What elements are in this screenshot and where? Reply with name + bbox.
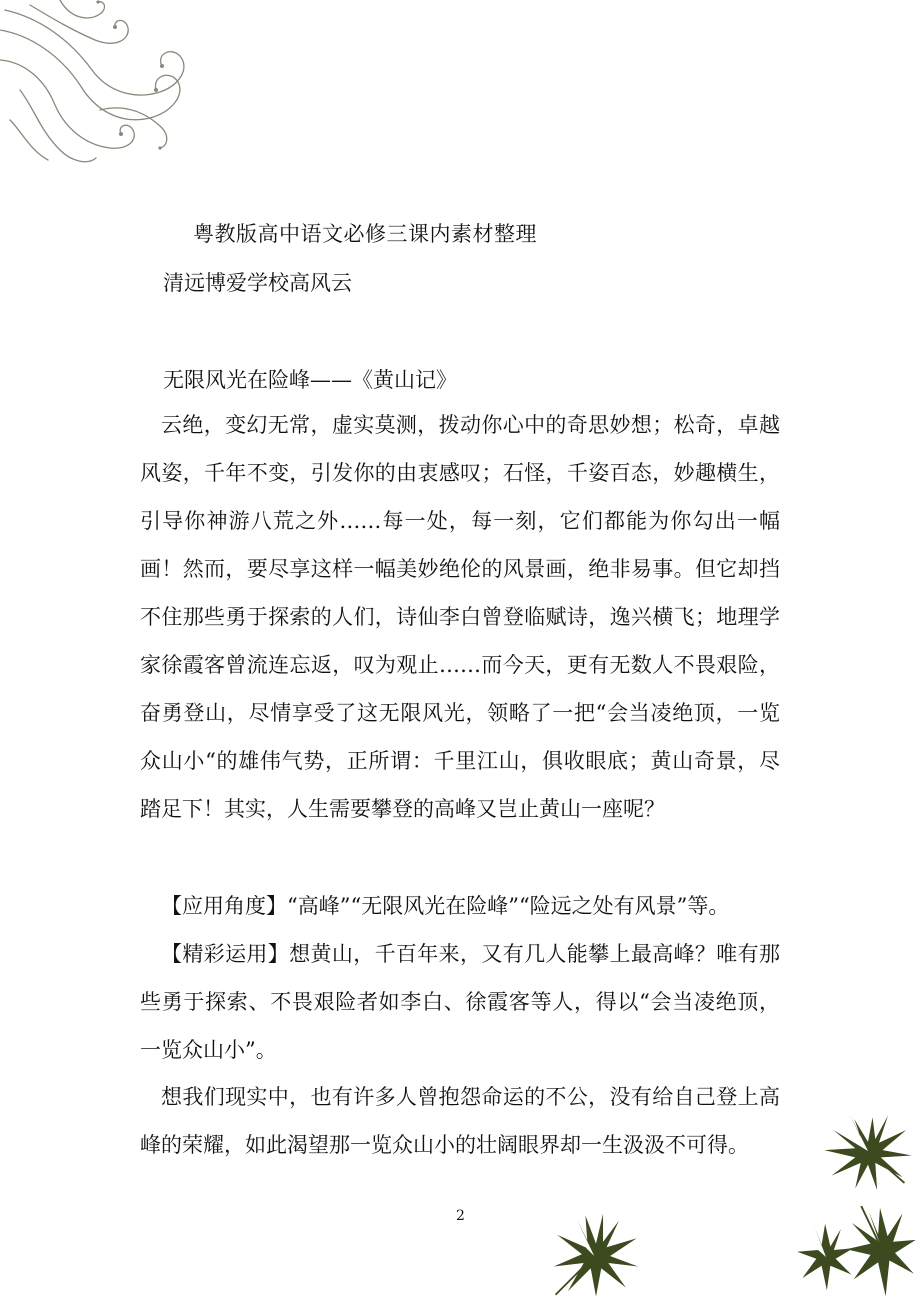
page-number: 2 <box>456 1208 465 1224</box>
maple-leaf-icon <box>842 1206 918 1300</box>
section-title: 无限风光在险峰——《黄山记》 <box>163 368 457 392</box>
paragraph-intro: 云绝，变幻无常，虚实莫测，拨动你心中的奇思妙想；松奇，卓越风姿，千年不变，引发你的由衷感叹；石怪，千姿百态，妙趣横生，引导你神游八荒之外……每一处，每一刻，它们都能为你勾出一幅画！然而，要尽享这样一幅美妙绝伦的风景画，绝非易事。但它却挡不住那些勇于探索的人们，诗仙李白曾登临赋诗，逸兴横飞；地理学家徐霞客曾流连忘返，叹为观止……而今天，更有无数人不畏艰险，奋勇登山，尽情享受了这无限风光，领略了一把“会当凌绝顶，一览众山小“的雄伟气势，正所谓：千里江山，俱收眼底；黄山奇景，尽踏足下！其实，人生需要攀登的高峰又岂止黄山一座呢？ <box>140 413 780 821</box>
document-author: 清远博爱学校高风云 <box>163 271 352 295</box>
paragraph-excellent-usage: 【精彩运用】想黄山，千百年来，又有几人能攀上最高峰？唯有那些勇于探索、不畏艰险者如李白、徐霞客等人，得以“会当凌绝顶，一览众山小”。 <box>140 942 780 1062</box>
paragraph-reflection: 想我们现实中，也有许多人曾抱怨命运的不公，没有给自己登上高峰的荣耀，如此渴望那一览众山小的壮阔眼界却一生汲汲不可得。 <box>140 1085 780 1157</box>
document-title: 粤教版高中语文必修三课内素材整理 <box>193 222 537 246</box>
maple-leaf-icon <box>822 1110 914 1192</box>
paragraph-application-angle: 【应用角度】“高峰”“无限风光在险峰”“险远之处有风景”等。 <box>161 894 730 918</box>
swirl-ornament-icon <box>0 0 200 170</box>
maple-leaf-icon <box>552 1212 640 1300</box>
